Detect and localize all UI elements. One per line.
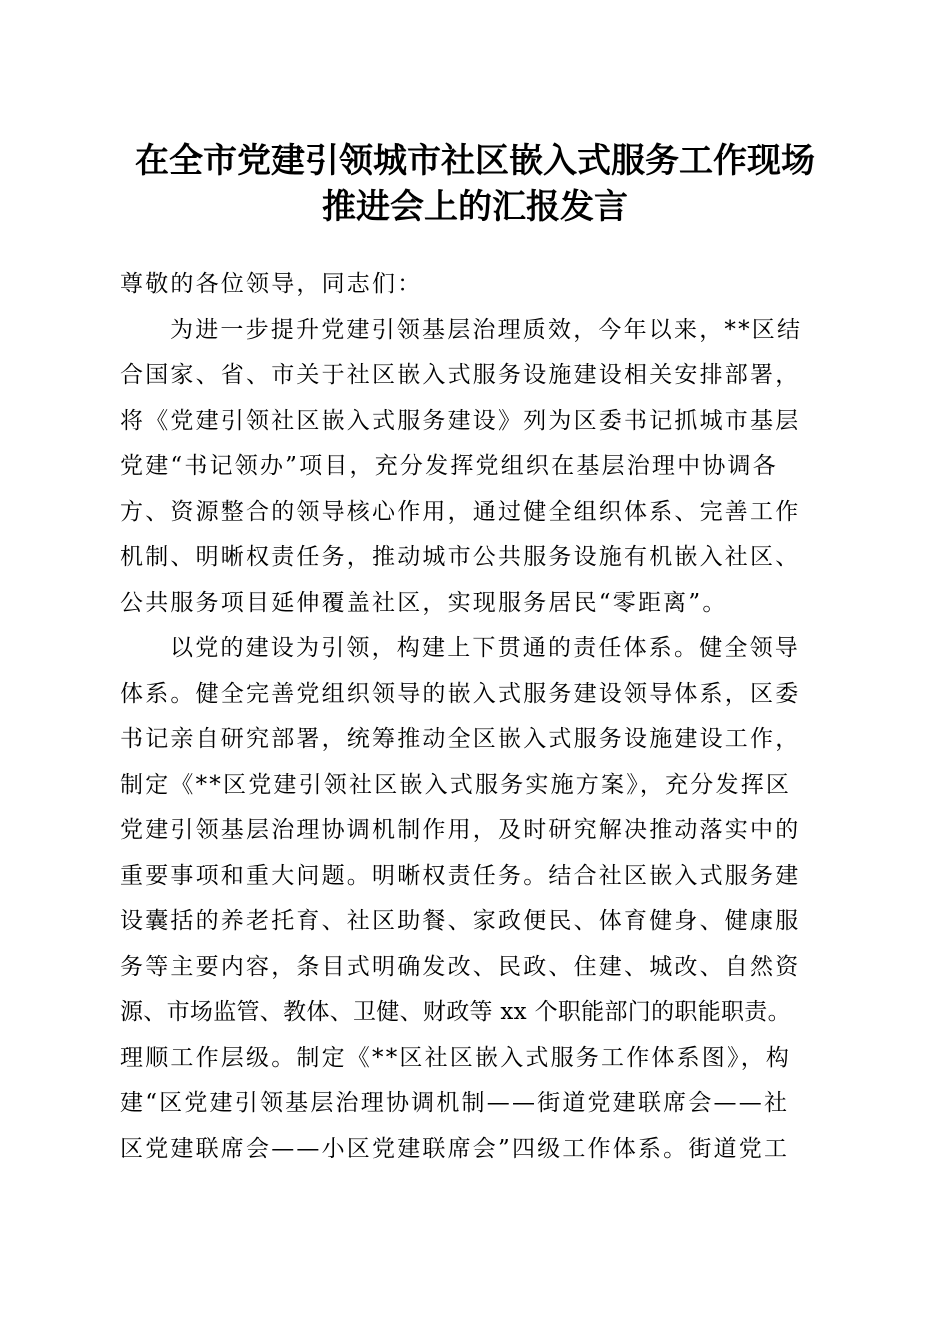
title-line: 在全市党建引领城市社区嵌入式服务工作现场 [135, 141, 815, 181]
paragraph-line: 建“区党建引领基层治理协调机制——街道党建联席会——社 [120, 1090, 790, 1116]
paragraph-line: 机制、明晰权责任务，推动城市公共服务设施有机嵌入社区、 [120, 544, 801, 570]
paragraph-line: 体系。健全完善党组织领导的嵌入式服务建设领导体系，区委 [120, 680, 801, 707]
paragraph-1 [120, 308, 850, 627]
paragraph-line: 为进一步提升党建引领基层治理质效，今年以来，**区结 [170, 316, 803, 343]
paragraph-line: 务等主要内容，条目式明确发改、民政、住建、城改、自然资 [120, 953, 801, 980]
paragraph-line: 合国家、省、市关于社区嵌入式服务设施建设相关安排部署， [120, 362, 801, 388]
paragraph-line: 公共服务项目延伸覆盖社区，实现服务居民“零距离”。 [120, 589, 728, 616]
paragraph-line: 党建“书记领办”项目，充分发挥党组织在基层治理中协调各 [120, 453, 778, 479]
paragraph-line: 制定《**区党建引领社区嵌入式服务实施方案》，充分发挥区 [120, 771, 792, 798]
document-title [100, 138, 850, 230]
paragraph-line: 方、资源整合的领导核心作用，通过健全组织体系、完善工作 [120, 498, 801, 525]
paragraph-line: 将《党建引领社区嵌入式服务建设》列为区委书记抓城市基层 [120, 407, 801, 434]
document-body [120, 262, 850, 1172]
paragraph-line: 书记亲自研究部署，统筹推动全区嵌入式服务设施建设工作， [120, 726, 801, 752]
paragraph-line: 设囊括的养老托育、社区助餐、家政便民、体育健身、健康服 [120, 908, 801, 934]
paragraph-line: 重要事项和重大问题。明晰权责任务。结合社区嵌入式服务建 [120, 862, 801, 889]
salutation: 尊敬的各位领导，同志们： [120, 271, 423, 297]
paragraph-line: 以党的建设为引领，构建上下贯通的责任体系。健全领导 [170, 635, 800, 661]
paragraph-2 [120, 626, 850, 1172]
paragraph-line: 党建引领基层治理协调机制作用，及时研究解决推动落实中的 [120, 817, 801, 843]
paragraph-line: 区党建联席会——小区党建联席会”四级工作体系。街道党工 [120, 1135, 790, 1162]
paragraph-line: 理顺工作层级。制定《**区社区嵌入式服务工作体系图》，构 [120, 1044, 792, 1071]
paragraph-line: 源、市场监管、教体、卫健、财政等 xx 个职能部门的职能职责。 [120, 999, 791, 1025]
title-line: 推进会上的汇报发言 [322, 187, 628, 227]
